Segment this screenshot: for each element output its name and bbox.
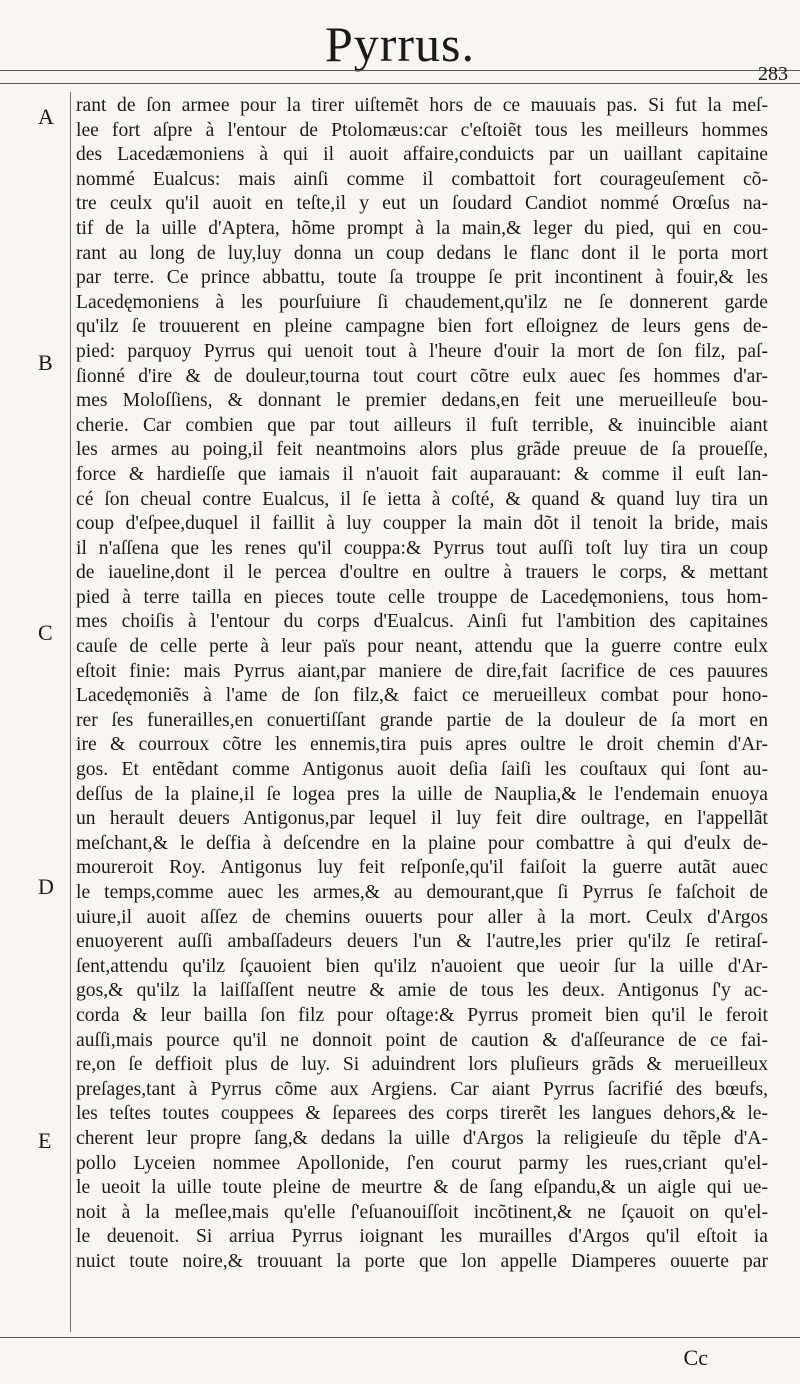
text-line: pied à terre tailla en pieces toute celle trouppe de Lacedęmoniens, tous hom- <box>76 586 768 608</box>
margin-letter-e: E <box>38 1128 52 1153</box>
header-rule-top <box>0 70 800 71</box>
footer-rule <box>0 1337 800 1338</box>
text-line: uiure,il auoit aſſez de chemins ouuerts pour aller à la mort. Ceulx d'Argos <box>76 906 768 928</box>
text-line: rant au long de luy,luy donna un coup dedans le flanc dont il le porta mort <box>76 242 768 264</box>
text-line: ire & courroux cõtre les ennemis,tira puis apres oultre le droit chemin d'Ar- <box>76 734 768 756</box>
text-line: ſionné d'ire & de douleur,tourna tout court cõtre eulx auec ſes hommes d'ar- <box>76 365 768 387</box>
text-line: le ueoit la uille toute pleine de meurtre & de ſang eſpandu,& un aigle qui ue- <box>76 1177 768 1199</box>
text-line: pied: parquoy Pyrrus qui uenoit tout à l'heure d'ouir la mort de ſon filz, paſ- <box>76 340 768 362</box>
text-line: rer ſes funerailles,en conuertiſſant grande partie de la douleur de ſa mort en <box>76 709 768 731</box>
running-title: Pyrrus. <box>324 16 476 72</box>
page-header <box>0 0 800 92</box>
text-line: ſent,attendu qu'ilz ſçauoient bien qu'ilz n'auoient que ueoir ſur la uille d'Ar- <box>76 955 768 977</box>
header-rule-bottom <box>0 83 800 84</box>
text-frame-line <box>70 92 71 1332</box>
text-line: deſſus de la plaine,il ſe logea pres la uille de Nauplia,& le l'endemain enuoya <box>76 783 768 805</box>
margin-letter-b: B <box>38 350 53 375</box>
text-line: cherie. Car combien que par tout ailleurs il fuſt terrible, & inuincible aiant <box>76 414 768 436</box>
signature-mark: Cc <box>683 1345 708 1370</box>
margin-column <box>0 92 72 1332</box>
text-line: eſtoit finie: mais Pyrrus aiant,par maniere de dire,fait ſacrifice de ces pauures <box>76 660 768 682</box>
text-line: par terre. Ce prince abbattu, toute ſa trouppe ſe prit incontinent à fouir,& les <box>76 267 768 289</box>
text-line: les armes au poing,il feit neantmoins alors plus grãde preuue de ſa proueſſe, <box>76 439 768 461</box>
text-line: nuict toute noire,& trouuant la porte que lon appelle Diamperes ouuerte par <box>76 1250 768 1272</box>
text-line: enuoyerent auſſi ambaſſadeurs deuers l'un & l'autre,les prier qu'ilz ſe retiraſ- <box>76 931 768 953</box>
text-line: cauſe de celle perte à leur païs pour neant, attendu que la guerre contre eulx <box>76 636 768 658</box>
text-line: Lacedęmoniẽs à l'ame de ſon filz,& faict ce merueilleux combat pour hono- <box>76 685 768 707</box>
text-line: les teſtes toutes couppees & ſeparees des corps tirerẽt les langues dehors,& le- <box>76 1103 768 1125</box>
text-line: cé ſon cheual contre Eualcus, il ſe ietta à coſté, & quand & quand luy tira un <box>76 488 768 510</box>
text-line: il n'aſſena que les renes qu'il couppa:& Pyrrus tout auſſi toſt luy tira un coup <box>76 537 768 559</box>
text-line: mes Moloſſiens, & donnant le premier dedans,en feit une merueilleuſe bou- <box>76 390 768 412</box>
text-line: preſages,tant à Pyrrus cõme aux Argiens. Car aiant Pyrrus ſacrifié des bœufs, <box>76 1078 768 1100</box>
text-line: mes choiſis à l'entour du corps d'Eualcus. Ainſi fut l'ambition des capitaines <box>76 611 768 633</box>
text-line: tif de la uille d'Aptera, hõme prompt à la main,& leger du pied, qui en cou- <box>76 217 768 239</box>
text-line: gos,& qu'ilz la laiſſaſſent neutre & amie de tous les deux. Antigonus ſ'y ac- <box>76 980 768 1002</box>
body-text <box>76 94 768 1275</box>
text-line: un herault deuers Antigonus,par lequel il luy feit dire oultrage, en l'appellãt <box>76 808 768 830</box>
text-line: Lacedęmoniens à les pourſuiure ſi chaudement,qu'ilz ne ſe donnerent garde <box>76 291 768 313</box>
page-number: 283 <box>758 63 788 85</box>
margin-letter-d: D <box>38 874 54 899</box>
text-line: cherent leur propre ſang,& dedans la uille d'Argos la religieuſe du tẽple d'A- <box>76 1127 768 1149</box>
text-line: meſchant,& le deſfia à deſcendre en la plaine pour combattre à qui d'eulx de- <box>76 832 768 854</box>
text-line: noit à la meſlee,mais qu'elle ſ'eſuanouiſſoit incõtinent,& ne ſçauoit on qu'el- <box>76 1201 768 1223</box>
text-line: qu'ilz ſe trouuerent en pleine campagne bien fort eſloignez de leurs gens de- <box>76 316 768 338</box>
text-line: moureroit Roy. Antigonus luy feit reſponſe,qu'il faiſoit la guerre autãt auec <box>76 857 768 879</box>
text-line: le deuenoit. Si arriua Pyrrus ioignant les murailles d'Argos qu'il eſtoit ia <box>76 1226 768 1248</box>
margin-letter-c: C <box>38 620 53 645</box>
text-line: pollo Lyceien nommee Apollonide, ſ'en courut parmy les rues,criant qu'el- <box>76 1152 768 1174</box>
text-line: force & hardieſſe que iamais il n'auoit fait auparauant: & comme il euſt lan- <box>76 463 768 485</box>
text-line: des Lacedæmoniens à qui il auoit affaire,conduicts par un uaillant capitaine <box>76 144 768 166</box>
text-line: lee fort aſpre à l'entour de Ptolomæus:car c'eſtoiẽt tous les meilleurs hommes <box>76 119 768 141</box>
text-line: rant de ſon armee pour la tirer uiſtemẽt hors de ce mauuais pas. Si fut la meſ- <box>76 95 768 116</box>
text-line: gos. Et entẽdant comme Antigonus auoit deſia ſaiſi les couſtaux qui ſont au- <box>76 759 768 781</box>
text-line: de iaueline,dont il le percea d'oultre en oultre à trauers le corps, & mettant <box>76 562 768 584</box>
text-line: coup d'eſpee,duquel il faillit à luy coupper la main dõt il tenoit la bride, mais <box>76 513 768 535</box>
text-line: tre ceulx qu'il auoit en teſte,il y eut un ſoudard Candiot nommé Orœſus na- <box>76 193 768 215</box>
margin-letter-a: A <box>38 104 54 129</box>
text-line: le temps,comme auec les armes,& au demourant,que ſi Pyrrus ſe faſchoit de <box>76 882 768 903</box>
text-line: nommé Eualcus: mais ainſi comme il combattoit fort courageuſement cõ- <box>76 168 768 190</box>
text-line: re,on ſe deffioit plus de luy. Si aduindrent lors pluſieurs grãds & merueilleux <box>76 1054 768 1076</box>
text-line: corda & leur bailla ſon filz pour oſtage:& Pyrrus promeit bien qu'il le feroit <box>76 1004 768 1026</box>
text-line: auſſi,mais pource qu'il ne donnoit point de caution & d'aſſeurance de ce fai- <box>76 1029 768 1051</box>
